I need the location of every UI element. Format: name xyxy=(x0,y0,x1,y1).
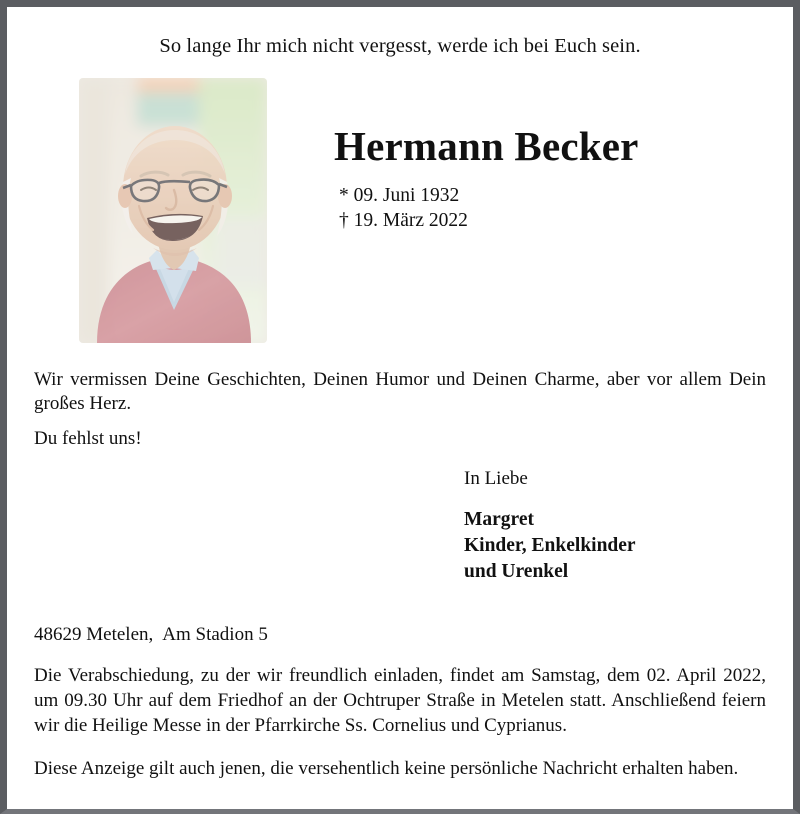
notice-inner xyxy=(7,7,793,809)
life-dates xyxy=(334,183,784,234)
name-and-dates xyxy=(334,122,784,234)
birth-date: * 09. Juni 1932 xyxy=(339,184,460,206)
portrait-illustration xyxy=(79,78,267,343)
signature-intro: In Liebe xyxy=(464,468,528,490)
closing-note: Diese Anzeige gilt auch jenen, die versehentlich keine persönliche Nachricht erhalten haben. xyxy=(34,758,739,780)
death-date: † 19. März 2022 xyxy=(339,210,468,232)
signature-names xyxy=(464,507,766,585)
memoriam-paragraph-1: Wir vermissen Deine Geschichten, Deinen Humor und Deinen Charme, aber vor allem Dein großes Herz. xyxy=(34,368,766,414)
person-name: Hermann Becker xyxy=(334,122,639,169)
signature-name-2: Kinder, Enkelkinder xyxy=(464,535,636,557)
address-line xyxy=(34,623,766,647)
memoriam-paragraph-2: Du fehlst uns! xyxy=(34,428,142,450)
signature-name-1: Margret xyxy=(464,509,535,531)
address-street: Am Stadion 5 xyxy=(162,624,268,646)
portrait-photo xyxy=(79,78,267,343)
memorial-quote: So lange Ihr mich nicht vergesst, werde ich bei Euch sein. xyxy=(159,35,641,57)
signature-block xyxy=(34,467,766,585)
portrait-and-name-band xyxy=(34,78,766,363)
address-city: 48629 Metelen, xyxy=(34,624,154,646)
signature-name-3: und Urenkel xyxy=(464,561,569,583)
funeral-arrangements: Die Verabschiedung, zu der wir freundlich einladen, findet am Samstag, dem 02. April 2022, um 09.30 Uhr auf dem Friedhof an der Ochtruper Straße in Metelen statt. Anschließend feiern wir die Heilige Messe in der Pfarrkirche Ss. Cornelius und Cyprianus. xyxy=(34,665,766,736)
